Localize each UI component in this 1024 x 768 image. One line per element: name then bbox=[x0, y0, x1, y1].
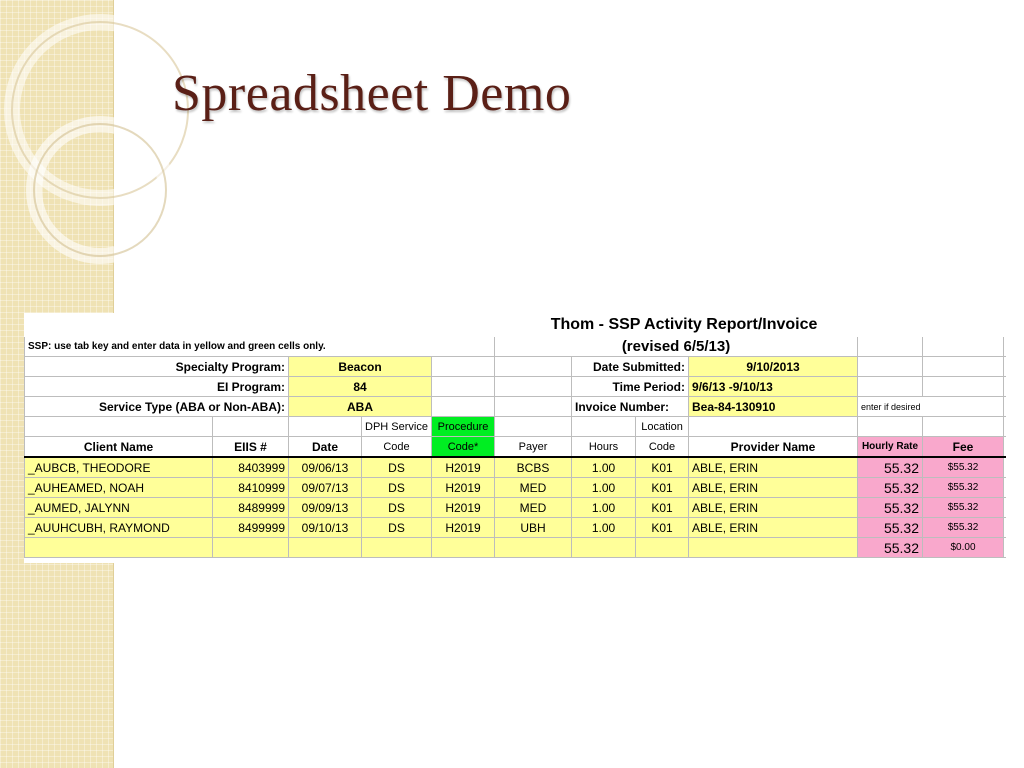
spreadsheet bbox=[24, 313, 1006, 563]
date-submitted-label: Date Submitted: bbox=[572, 357, 689, 377]
cell-provider[interactable] bbox=[689, 538, 858, 558]
header-procedure: Procedure bbox=[432, 417, 495, 437]
cell-fee: $0.00 bbox=[923, 538, 1004, 558]
cell-loc[interactable]: K01 bbox=[636, 457, 689, 478]
cell-date[interactable]: 09/06/13 bbox=[289, 457, 362, 478]
cell-client[interactable]: _AUMED, JALYNN bbox=[25, 498, 213, 518]
cell-fee: $55.32 bbox=[923, 498, 1004, 518]
instruction-text: SSP: use tab key and enter data in yellow and green cells only. bbox=[25, 337, 495, 357]
cell-rate: 55.32 bbox=[858, 538, 923, 558]
cell-client[interactable]: _AUUHCUBH, RAYMOND bbox=[25, 518, 213, 538]
enter-if-desired-note: enter if desired bbox=[858, 397, 1004, 417]
specialty-program-input[interactable]: Beacon bbox=[289, 357, 432, 377]
cell-fee: $55.32 bbox=[923, 478, 1004, 498]
cell-payer[interactable]: UBH bbox=[495, 518, 572, 538]
slide-title: Spreadsheet Demo bbox=[172, 65, 572, 122]
cell-eiis[interactable]: 8403999 bbox=[213, 457, 289, 478]
table-row bbox=[25, 478, 1007, 498]
cell-hours[interactable]: 1.00 bbox=[572, 478, 636, 498]
header-row bbox=[25, 437, 1007, 458]
cell-proc[interactable]: H2019 bbox=[432, 478, 495, 498]
cell-hours[interactable] bbox=[572, 538, 636, 558]
cell-rate: 55.32 bbox=[858, 498, 923, 518]
table-row bbox=[25, 498, 1007, 518]
cell-date[interactable]: 09/07/13 bbox=[289, 478, 362, 498]
header-hours: Hours bbox=[572, 437, 636, 458]
revised-label: (revised 6/5/13) bbox=[495, 337, 858, 357]
decorative-circles bbox=[0, 0, 200, 290]
cell-fee: $55.32 bbox=[923, 457, 1004, 478]
specialty-program-label: Specialty Program: bbox=[25, 357, 289, 377]
cell-dph[interactable]: DS bbox=[362, 478, 432, 498]
time-period-label: Time Period: bbox=[572, 377, 689, 397]
invoice-number-label: Invoice Number: bbox=[572, 397, 689, 417]
header-hourly-rate: Hourly Rate bbox=[858, 437, 923, 458]
ei-program-row bbox=[25, 377, 1007, 397]
header-dph-code: Code bbox=[362, 437, 432, 458]
service-type-row bbox=[25, 397, 1007, 417]
service-type-label: Service Type (ABA or Non-ABA): bbox=[25, 397, 289, 417]
cell-rate: 55.32 bbox=[858, 518, 923, 538]
cell-loc[interactable]: K01 bbox=[636, 498, 689, 518]
header-procedure-code: Code* bbox=[432, 437, 495, 458]
spreadsheet-table bbox=[24, 313, 1006, 558]
cell-dph[interactable]: DS bbox=[362, 498, 432, 518]
cell-date[interactable]: 09/09/13 bbox=[289, 498, 362, 518]
cell-client[interactable]: _AUHEAMED, NOAH bbox=[25, 478, 213, 498]
table-row bbox=[25, 457, 1007, 478]
cell-rate: 55.32 bbox=[858, 478, 923, 498]
cell-date[interactable] bbox=[289, 538, 362, 558]
cell-proc[interactable]: H2019 bbox=[432, 518, 495, 538]
header-date: Date bbox=[289, 437, 362, 458]
header-provider-name: Provider Name bbox=[689, 437, 858, 458]
cell-payer[interactable]: MED bbox=[495, 498, 572, 518]
cell-eiis[interactable]: 8489999 bbox=[213, 498, 289, 518]
cell-payer[interactable]: BCBS bbox=[495, 457, 572, 478]
cell-proc[interactable] bbox=[432, 538, 495, 558]
sheet-title: Thom - SSP Activity Report/Invoice bbox=[550, 316, 818, 333]
cell-date[interactable]: 09/10/13 bbox=[289, 518, 362, 538]
cell-dph[interactable]: DS bbox=[362, 457, 432, 478]
specialty-row bbox=[25, 357, 1007, 377]
cell-fee: $55.32 bbox=[923, 518, 1004, 538]
cell-eiis[interactable]: 8499999 bbox=[213, 518, 289, 538]
service-type-input[interactable]: ABA bbox=[289, 397, 432, 417]
cell-loc[interactable]: K01 bbox=[636, 518, 689, 538]
cell-client[interactable]: _AUBCB, THEODORE bbox=[25, 457, 213, 478]
cell-eiis[interactable]: 8410999 bbox=[213, 478, 289, 498]
header-dph-service: DPH Service bbox=[362, 417, 432, 437]
cell-hours[interactable]: 1.00 bbox=[572, 518, 636, 538]
header-eiis: EIIS # bbox=[213, 437, 289, 458]
cell-dph[interactable]: DS bbox=[362, 518, 432, 538]
cell-hours[interactable]: 1.00 bbox=[572, 498, 636, 518]
cell-hours[interactable]: 1.00 bbox=[572, 457, 636, 478]
header-fee: Fee bbox=[923, 437, 1004, 458]
cell-loc[interactable] bbox=[636, 538, 689, 558]
cell-proc[interactable]: H2019 bbox=[432, 498, 495, 518]
cell-provider[interactable]: ABLE, ERIN bbox=[689, 518, 858, 538]
table-row bbox=[25, 538, 1007, 558]
cell-client[interactable] bbox=[25, 538, 213, 558]
header-payer: Payer bbox=[495, 437, 572, 458]
cell-eiis[interactable] bbox=[213, 538, 289, 558]
cell-dph[interactable] bbox=[362, 538, 432, 558]
cell-payer[interactable] bbox=[495, 538, 572, 558]
cell-loc[interactable]: K01 bbox=[636, 478, 689, 498]
header-location: Location bbox=[636, 417, 689, 437]
sheet-title-row bbox=[25, 314, 1007, 337]
cell-payer[interactable]: MED bbox=[495, 478, 572, 498]
cell-rate: 55.32 bbox=[858, 457, 923, 478]
cell-provider[interactable]: ABLE, ERIN bbox=[689, 457, 858, 478]
header-client-name: Client Name bbox=[25, 437, 213, 458]
date-submitted-input[interactable]: 9/10/2013 bbox=[689, 357, 858, 377]
cell-provider[interactable]: ABLE, ERIN bbox=[689, 498, 858, 518]
ei-program-label: EI Program: bbox=[25, 377, 289, 397]
cell-provider[interactable]: ABLE, ERIN bbox=[689, 478, 858, 498]
time-period-input[interactable]: 9/6/13 -9/10/13 bbox=[689, 377, 858, 397]
invoice-number-input[interactable]: Bea-84-130910 bbox=[689, 397, 858, 417]
cell-proc[interactable]: H2019 bbox=[432, 457, 495, 478]
header-top-row bbox=[25, 417, 1007, 437]
header-location-code: Code bbox=[636, 437, 689, 458]
table-row bbox=[25, 518, 1007, 538]
ei-program-input[interactable]: 84 bbox=[289, 377, 432, 397]
sheet-hint-row bbox=[25, 337, 1007, 357]
